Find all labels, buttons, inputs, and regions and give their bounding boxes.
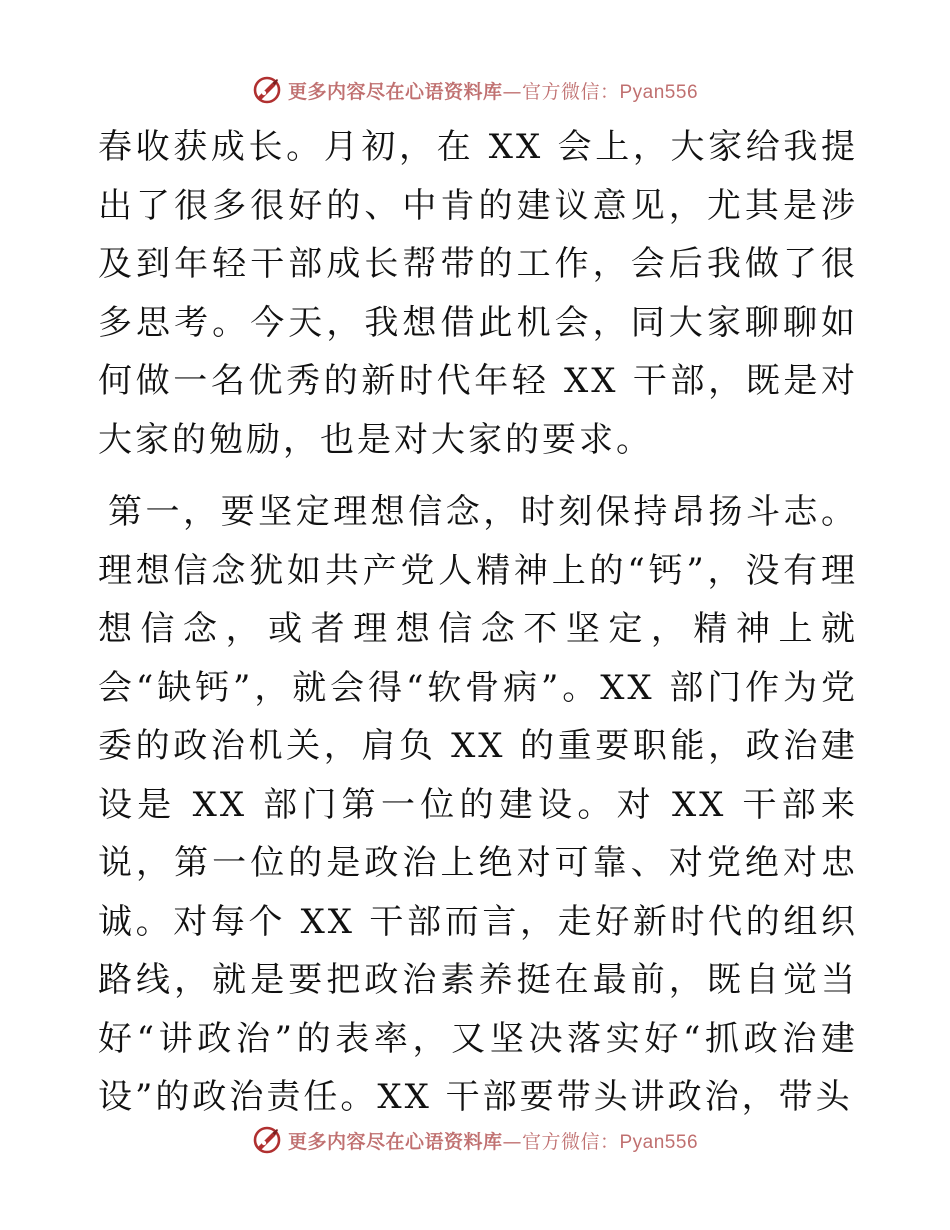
paragraph-2: 第一，要坚定理想信念，时刻保持昂扬斗志。理想信念犹如共产党人精神上的“钙”，没有理想信念，或者理想信念不坚定，精神上就会“缺钙”，就会得“软骨病”。XX 部门作为党委的政治机关，肩负 XX 的重要职能，政治建设是 XX 部门第一位的建设。对 XX 干部来说，第一位的是政治上绝对可靠、对党绝对忠诚。对每个 XX 干部而言，走好新时代的组织路线，就是要把政治素养挺在最前，既自觉当好“讲政治”的表率，又坚决落实好“抓政治建设”的政治责任。XX 干部要带头讲政治，带头	[98, 492, 858, 1117]
header-wechat-id: Pyan556	[619, 81, 699, 103]
header-dash: —	[502, 80, 522, 103]
header-main-text: 更多内容尽在心语资料库	[287, 80, 503, 103]
footer-watermark	[0, 1120, 950, 1160]
header-text	[288, 77, 698, 104]
footer-wechat-id: Pyan556	[619, 1131, 699, 1153]
footer-text	[288, 1127, 698, 1154]
footer-sub-text: 官方微信：	[521, 1130, 620, 1153]
document-body	[98, 118, 858, 1127]
header-sub-text: 官方微信：	[521, 80, 620, 103]
header-watermark	[0, 70, 950, 110]
footer-main-text: 更多内容尽在心语资料库	[287, 1130, 503, 1153]
logo-icon	[252, 75, 282, 105]
logo-icon	[252, 1125, 282, 1155]
paragraph-1: 春收获成长。月初，在 XX 会上，大家给我提出了很多很好的、中肯的建议意见，尤其是涉及到年轻干部成长帮带的工作，会后我做了很多思考。今天，我想借此机会，同大家聊聊如何做一名优秀的新时代年轻 XX 干部，既是对大家的勉励，也是对大家的要求。	[98, 127, 858, 460]
footer-dash: —	[502, 1130, 522, 1153]
